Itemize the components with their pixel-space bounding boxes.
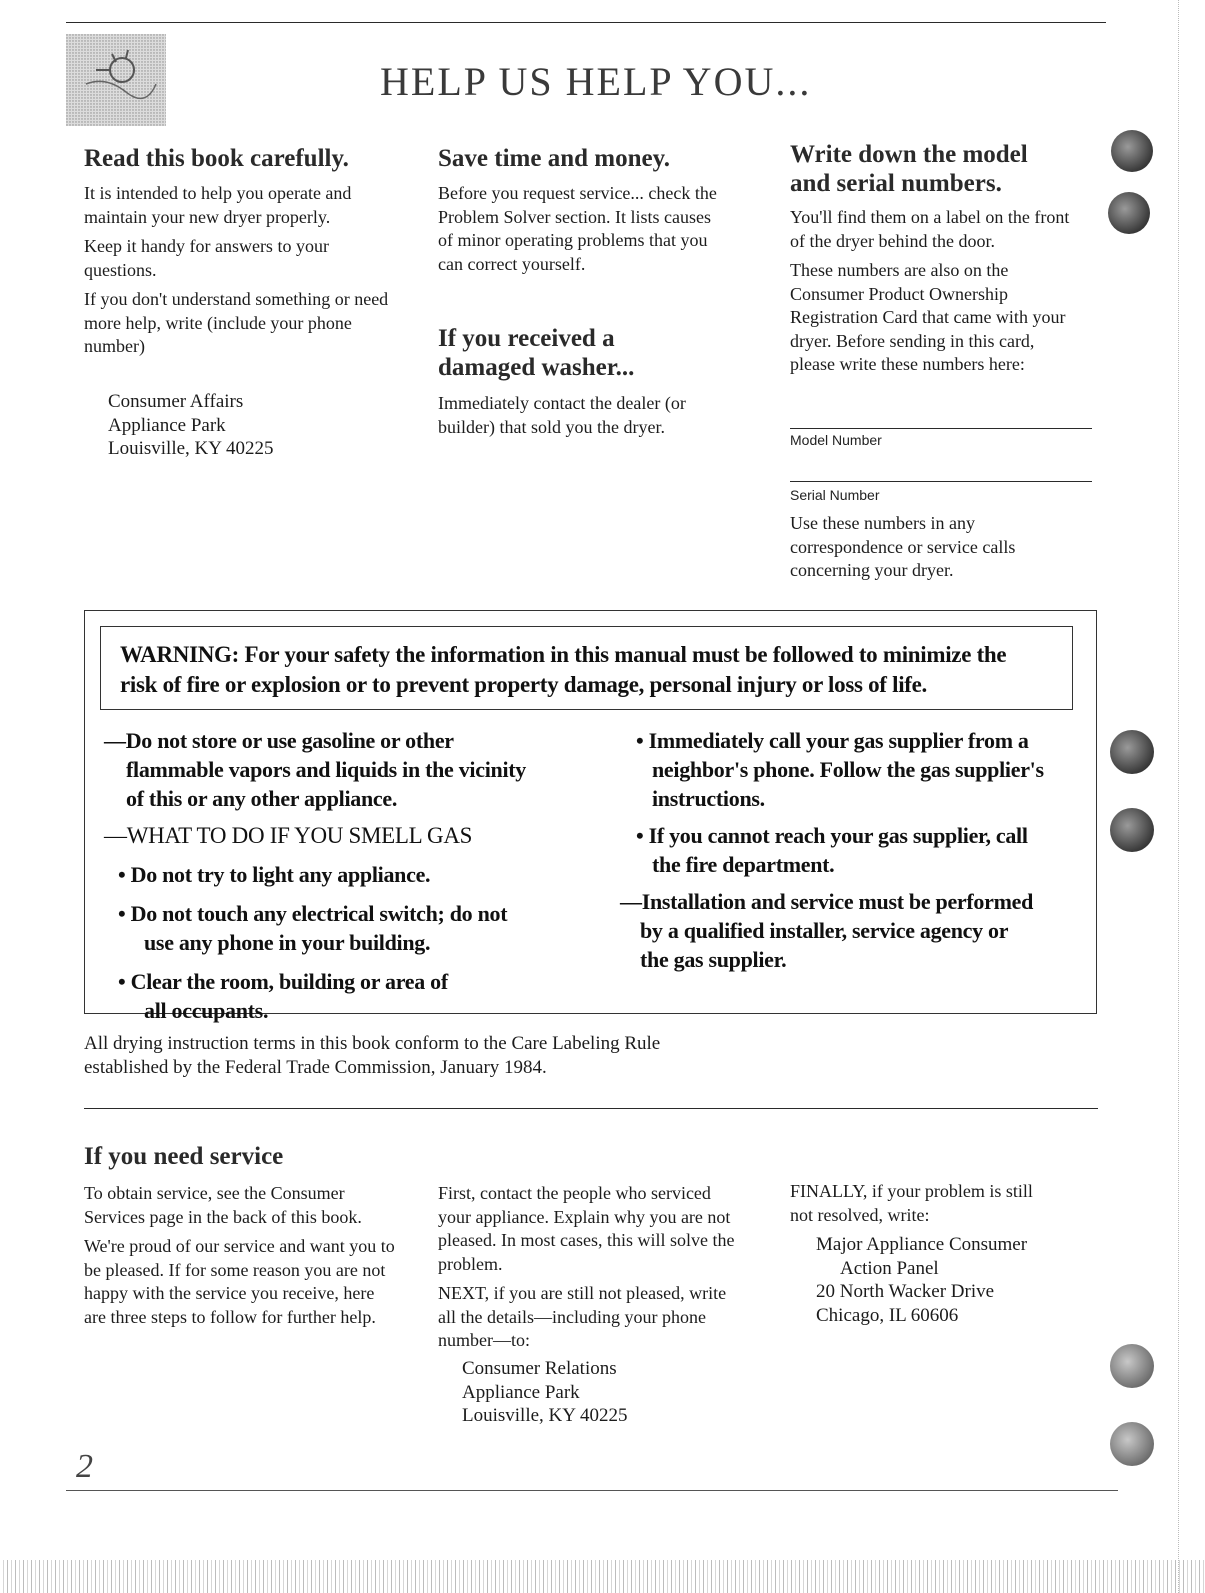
read-book-heading: Read this book carefully. bbox=[84, 145, 349, 172]
service-col1 bbox=[84, 1182, 396, 1335]
warning-item-smell-gas: —WHAT TO DO IF YOU SMELL GAS bbox=[104, 823, 473, 848]
address-line: Chicago, IL 60606 bbox=[816, 1304, 959, 1326]
service-paragraph: To obtain service, see the Consumer Services page in the back of this book. bbox=[84, 1183, 362, 1227]
address-line: Louisville, KY 40225 bbox=[462, 1405, 628, 1426]
address-line: Major Appliance Consumer bbox=[816, 1234, 1028, 1255]
top-rule bbox=[66, 22, 1106, 23]
appliance-logo-icon bbox=[66, 34, 166, 126]
warning-line: —Installation and service must be performed bbox=[620, 889, 1034, 914]
right-margin-scan-edge bbox=[1178, 0, 1205, 1593]
warning-bullet-switch bbox=[104, 899, 604, 957]
binder-hole-icon bbox=[1111, 130, 1153, 172]
warning-headline-line: WARNING: For your safety the information in this manual must be followed to minimize the bbox=[120, 642, 1007, 667]
service-paragraph: NEXT, if you are still not pleased, write all the details—including your phone number—to: bbox=[438, 1283, 727, 1350]
warning-line: flammable vapors and liquids in the vicinity bbox=[126, 757, 526, 782]
serial-number-line bbox=[790, 481, 1092, 482]
warning-line: instructions. bbox=[652, 786, 765, 811]
warning-bullet-clear-room bbox=[104, 967, 604, 1025]
binder-hole-icon bbox=[1110, 1344, 1154, 1388]
care-labeling-line: All drying instruction terms in this book conform to the Care Labeling Rule bbox=[84, 1033, 661, 1054]
service-col2 bbox=[438, 1182, 743, 1359]
warning-line: • If you cannot reach your gas supplier, call bbox=[636, 823, 1028, 848]
warning-headline-line: risk of fire or explosion or to prevent property damage, personal injury or loss of life. bbox=[120, 672, 928, 697]
address-line: Consumer Affairs bbox=[108, 391, 244, 412]
address-line: Consumer Relations bbox=[462, 1358, 617, 1379]
save-time-heading: Save time and money. bbox=[438, 145, 670, 172]
service-paragraph: We're proud of our service and want you to be pleased. If for some reason you are not happy with the service you receive, here are three steps to follow for further help. bbox=[84, 1236, 395, 1327]
care-labeling-line: established by the Federal Trade Commission, January 1984. bbox=[84, 1056, 547, 1078]
warning-line: • Clear the room, building or area of bbox=[118, 969, 448, 994]
care-labeling-note bbox=[84, 1032, 784, 1079]
address-line: Appliance Park bbox=[462, 1381, 580, 1403]
warning-line: use any phone in your building. bbox=[144, 930, 431, 955]
service-paragraph: First, contact the people who serviced your appliance. Explain why you are not pleased. In most cases, this will solve the problem. bbox=[438, 1183, 735, 1274]
warning-line: —Do not store or use gasoline or other bbox=[104, 728, 454, 753]
damaged-washer-text: Immediately contact the dealer (or builder) that sold you the dryer. bbox=[438, 393, 686, 437]
read-book-paragraph: If you don't understand something or need more help, write (include your phone number) bbox=[84, 289, 389, 356]
consumer-affairs-address bbox=[108, 390, 388, 461]
address-line: Appliance Park bbox=[108, 414, 226, 436]
warning-line: the gas supplier. bbox=[640, 947, 787, 972]
save-time-text: Before you request service... check the Problem Solver section. It lists causes of minor operating problems that you can correct yourself. bbox=[438, 183, 717, 274]
address-line: Action Panel bbox=[840, 1257, 939, 1279]
model-number-label: Model Number bbox=[790, 432, 882, 448]
damaged-washer-heading: If you received a damaged washer... bbox=[438, 325, 635, 381]
warning-left-column bbox=[104, 726, 604, 1025]
bottom-scan-noise bbox=[0, 1560, 1205, 1593]
model-serial-heading: Write down the model and serial numbers. bbox=[790, 141, 1028, 197]
binder-hole-icon bbox=[1110, 1422, 1154, 1466]
warning-line: the fire department. bbox=[652, 852, 835, 877]
model-number-line bbox=[790, 428, 1092, 429]
warning-headline bbox=[120, 640, 1070, 700]
model-serial-text bbox=[790, 206, 1080, 383]
bottom-rule bbox=[66, 1490, 1118, 1491]
read-book-paragraph: Keep it handy for answers to your questions. bbox=[84, 236, 329, 280]
warning-right-column bbox=[620, 726, 1090, 974]
binder-hole-icon bbox=[1110, 730, 1154, 774]
read-book-paragraph: It is intended to help you operate and maintain your new dryer properly. bbox=[84, 183, 352, 227]
read-book-text bbox=[84, 182, 394, 365]
binder-hole-icon bbox=[1110, 808, 1154, 852]
warning-bullet-call-supplier bbox=[620, 726, 1090, 813]
section-divider bbox=[84, 1108, 1098, 1109]
serial-number-label: Serial Number bbox=[790, 487, 880, 503]
binder-hole-icon bbox=[1108, 192, 1150, 234]
page-number: 2 bbox=[76, 1448, 93, 1485]
warning-line: by a qualified installer, service agency or bbox=[640, 918, 1009, 943]
page-title: HELP US HELP YOU... bbox=[380, 59, 812, 104]
warning-line: all occupants. bbox=[144, 998, 269, 1023]
warning-line: neighbor's phone. Follow the gas supplier's bbox=[652, 757, 1044, 782]
service-heading: If you need service bbox=[84, 1143, 284, 1170]
model-serial-paragraph: You'll find them on a label on the front of the dryer behind the door. bbox=[790, 207, 1070, 251]
warning-bullet-light: • Do not try to light any appliance. bbox=[118, 862, 431, 887]
warning-line: • Do not touch any electrical switch; do not bbox=[118, 901, 508, 926]
warning-line: • Immediately call your gas supplier from a bbox=[636, 728, 1029, 753]
use-numbers-text: Use these numbers in any correspondence or service calls concerning your dryer. bbox=[790, 513, 1016, 580]
warning-item-gasoline bbox=[104, 726, 604, 813]
address-line: 20 North Wacker Drive bbox=[816, 1281, 995, 1302]
action-panel-address bbox=[816, 1233, 1076, 1327]
warning-line: of this or any other appliance. bbox=[126, 786, 398, 811]
model-serial-paragraph: These numbers are also on the Consumer Product Ownership Registration Card that came with your dryer. Before sending in this card, please write these numbers here: bbox=[790, 260, 1066, 374]
address-line: Louisville, KY 40225 bbox=[108, 438, 274, 459]
service-col3: FINALLY, if your problem is still not resolved, write: bbox=[790, 1181, 1033, 1225]
warning-item-installation bbox=[620, 887, 1090, 974]
consumer-relations-address bbox=[462, 1357, 742, 1428]
warning-bullet-fire-department bbox=[620, 821, 1090, 879]
